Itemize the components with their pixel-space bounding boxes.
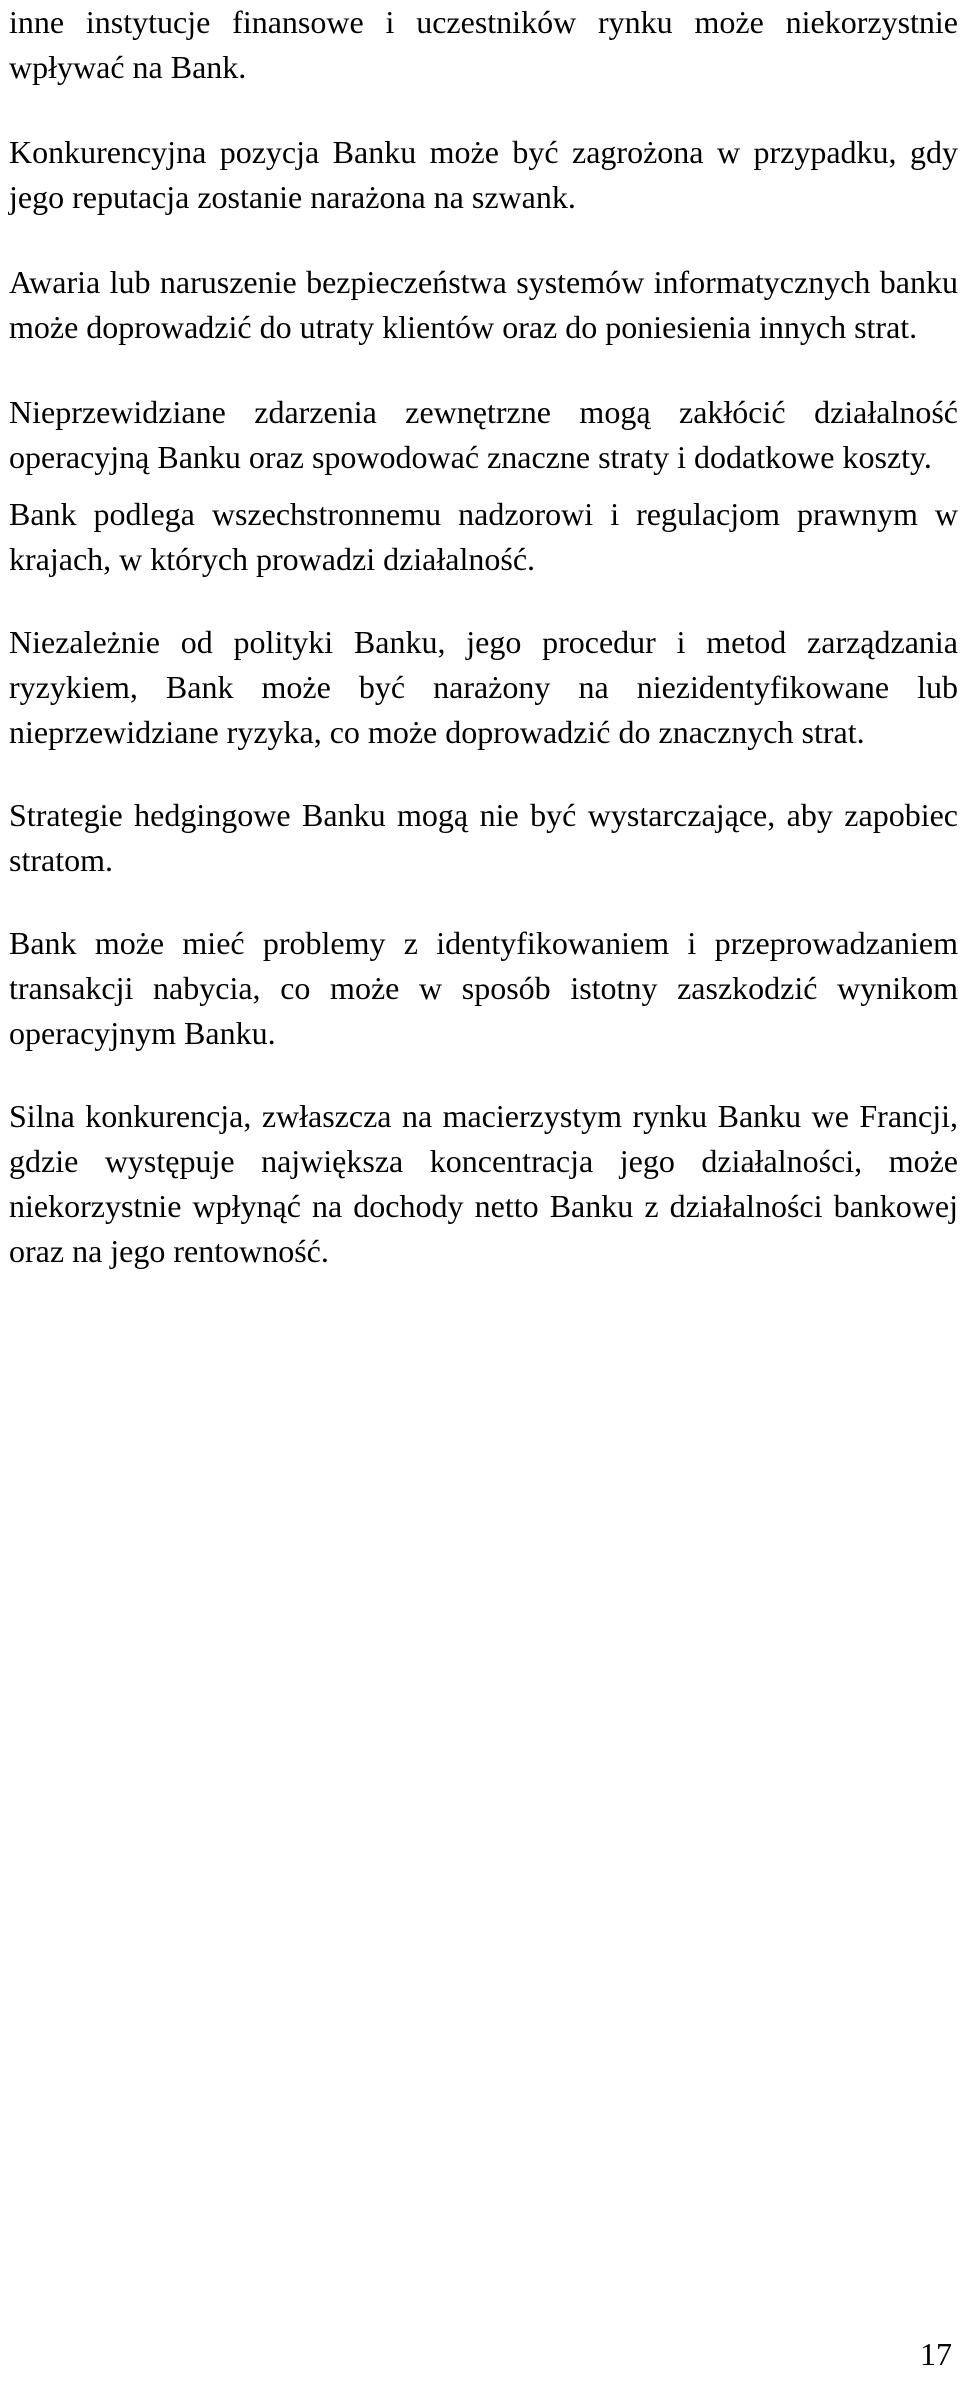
- paragraph-competition: Silna konkurencja, zwłaszcza na macierzystym rynku Banku we Francji, gdzie występuje największa koncentracja jego działalności, może niekorzystnie wpłynąć na dochody netto Banku z działalności bankowej oraz na jego rentowność.: [9, 1098, 958, 1269]
- paragraph-risk-management: Niezależnie od polityki Banku, jego procedur i metod zarządzania ryzykiem, Bank może być narażony na niezidentyfikowane lub nieprzewidziane ryzyka, co może doprowadzić do znacznych strat.: [9, 624, 958, 750]
- paragraph-acquisitions: Bank może mieć problemy z identyfikowaniem i przeprowadzaniem transakcji nabycia, co może w sposób istotny zaszkodzić wynikom operacyjnym Banku.: [9, 925, 958, 1051]
- paragraph-reputation-risk: Konkurencyjna pozycja Banku może być zagrożona w przypadku, gdy jego reputacja zostanie narażona na szwank.: [9, 134, 958, 215]
- page-number: 17: [920, 2336, 952, 2372]
- paragraph-continued-financial-institutions: inne instytucje finansowe i uczestników rynku może niekorzystnie wpływać na Bank.: [9, 4, 958, 85]
- paragraph-regulatory-supervision: Bank podlega wszechstronnemu nadzorowi i regulacjom prawnym w krajach, w których prowadzi działalność.: [9, 496, 958, 577]
- paragraph-external-events: Nieprzewidziane zdarzenia zewnętrzne mogą zakłócić działalność operacyjną Banku oraz spowodować znaczne straty i dodatkowe koszty.: [9, 394, 958, 475]
- paragraph-it-systems-failure: Awaria lub naruszenie bezpieczeństwa systemów informatycznych banku może doprowadzić do utraty klientów oraz do poniesienia innych strat.: [9, 264, 958, 345]
- paragraph-hedging-strategies: Strategie hedgingowe Banku mogą nie być wystarczające, aby zapobiec stratom.: [9, 797, 958, 878]
- document-page: [9, 0, 958, 1274]
